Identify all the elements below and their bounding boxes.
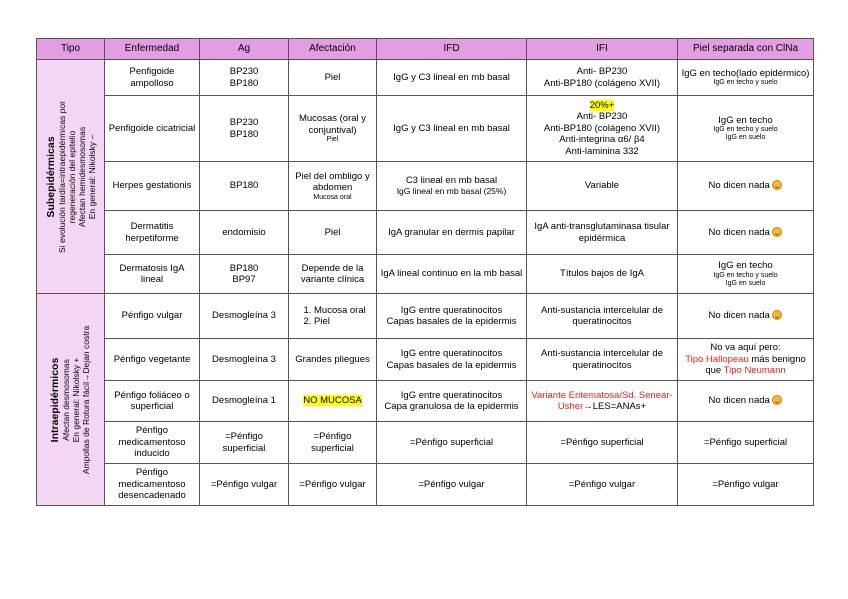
ifi-line: Anti-laminina 332 (565, 145, 639, 157)
header-row (37, 39, 814, 60)
ifi-line: Anti-integrina α6/ β4 (559, 134, 645, 146)
nacl-main: No dicen nada (708, 180, 770, 192)
nacl-text: más benigno que (705, 353, 806, 377)
cell-ag: Desmogleína 3 (200, 294, 289, 339)
ifd-line: IgG entre queratinocitos (400, 348, 503, 359)
ag-line: BP97 (232, 274, 256, 285)
group-note: Afectan desmosomas (61, 358, 72, 441)
cell-ag: BP180 (200, 162, 289, 211)
table-row (37, 60, 814, 96)
group-note: En general: Nikolsky – (86, 134, 97, 219)
group-note: En general: Nikolsky + (71, 357, 82, 442)
cell-enfermedad: Herpes gestationis (105, 162, 200, 211)
header-nacl: Piel separada con ClNa (678, 39, 814, 60)
header-ifd: IFD (377, 39, 527, 60)
group-note: Ampollas de Rotura fácil→Dejan costra (81, 325, 92, 474)
cell-ifd: IgG y C3 lineal en mb basal (377, 96, 527, 162)
ifd-line: IgG entre queratinocitos (400, 389, 503, 401)
list-item: 2. Piel (314, 316, 373, 328)
smiling-face-icon (772, 395, 782, 405)
nacl-red-text: Tipo Neumann (723, 365, 786, 377)
afectacion-list (292, 305, 373, 328)
cell-enfermedad: Pénfigo vegetante (105, 339, 200, 381)
list-item: 1. Mucosa oral (314, 305, 373, 317)
smiling-face-icon (772, 180, 782, 190)
cell-enfermedad: Pénfigo foliáceo o superficial (105, 381, 200, 422)
ifd-line: C3 lineal en mb basal (405, 174, 498, 186)
cell-afectacion (289, 381, 377, 422)
cell-ag (200, 96, 289, 162)
cell-ag (200, 60, 289, 96)
cell-ifi: Variable (527, 162, 678, 211)
cell-ifd (377, 381, 527, 422)
group-note: Si evolución tardía=intraepidérmicas por (56, 100, 67, 253)
highlight-percentage: 20%+ (589, 99, 615, 111)
nacl-main: No va aquí pero: (710, 342, 781, 354)
group-title: Intraepidérmicos (49, 357, 62, 442)
table-row (37, 211, 814, 255)
nacl-note: IgG en suelo (725, 134, 766, 142)
afectacion-note: Mucosa oral (313, 193, 352, 201)
cell-ifi: Títulos bajos de IgA (527, 255, 678, 294)
cell-nacl (678, 211, 814, 255)
cell-ifi (527, 60, 678, 96)
nacl-note: IgG en techo y suelo (713, 79, 778, 87)
ifi-line: Anti-BP180 (colágeno XVII) (543, 77, 661, 89)
ifd-line: IgG entre queratinocitos (400, 304, 503, 316)
group-subepidermicas (37, 60, 105, 294)
cell-ifi: Anti-sustancia intercelular de queratinocitos (527, 294, 678, 339)
table-row (37, 339, 814, 381)
header-afectacion: Afectación (289, 39, 377, 60)
ag-line: BP180 (229, 77, 259, 89)
group-note: regeneración del epitelio (66, 130, 77, 223)
disease-comparison-table (36, 38, 814, 506)
cell-enfermedad: Dermatosis IgA lineal (105, 255, 200, 294)
cell-enfermedad: Pénfigo vulgar (105, 294, 200, 339)
nacl-note: IgG en techo y suelo (713, 126, 778, 134)
cell-enfermedad: Penfigoide cicatricial (105, 96, 200, 162)
ifi-text: →LES=ANAs+ (583, 401, 647, 412)
cell-afectacion: Depende de la variante clínica (289, 255, 377, 294)
cell-enfermedad: Penfigoide ampolloso (105, 60, 200, 96)
nacl-red-text: Tipo Hallopeau (685, 353, 749, 365)
cell-ifd (377, 294, 527, 339)
ag-line: BP180 (229, 128, 259, 140)
table-row (37, 381, 814, 422)
cell-ag: Desmogleína 1 (200, 381, 289, 422)
cell-nacl (678, 96, 814, 162)
cell-ifd: IgA granular en dermis papilar (377, 211, 527, 255)
cell-ifi (527, 381, 678, 422)
ifd-line: Capas basales de la epidermis (386, 359, 517, 371)
cell-enfermedad: Pénfigo medicamentoso desencadenado (105, 464, 200, 506)
afectacion-text: Mucosas (oral y conjuntival) (298, 113, 367, 136)
cell-ifi (527, 96, 678, 162)
nacl-note: IgG en suelo (725, 279, 766, 287)
cell-nacl (678, 381, 814, 422)
cell-ifi: =Pénfigo superficial (527, 422, 678, 464)
header-ag: Ag (200, 39, 289, 60)
cell-ag: =Pénfigo superficial (200, 422, 289, 464)
nacl-main: IgG en techo(lado epidérmico) (681, 67, 810, 79)
table-row (37, 255, 814, 294)
cell-afectacion: Piel (289, 60, 377, 96)
ag-line: BP230 (229, 117, 259, 128)
cell-afectacion (289, 162, 377, 211)
nacl-note: IgG en techo y suelo (713, 271, 778, 279)
cell-enfermedad: Pénfigo medicamentoso inducido (105, 422, 200, 464)
ifd-line: Capas basales de la epidermis (386, 316, 517, 327)
header-ifi: IFI (527, 39, 678, 60)
cell-afectacion: Piel (289, 211, 377, 255)
ifi-red-text: Variante Eritematosa/Sd. Senear-Usher (531, 389, 673, 412)
cell-nacl (678, 294, 814, 339)
afectacion-text: Piel del ombligo y abdomen (295, 170, 370, 193)
nacl-main: IgG en techo (718, 114, 773, 126)
group-intraepidermicos (37, 294, 105, 506)
ag-line: BP230 (229, 66, 259, 77)
table-row (37, 162, 814, 211)
header-enfermedad: Enfermedad (105, 39, 200, 60)
ag-line: BP180 (229, 262, 259, 274)
cell-ag (200, 255, 289, 294)
cell-nacl (678, 255, 814, 294)
ifd-line: Capa granulosa de la epidermis (384, 401, 519, 412)
cell-afectacion: =Pénfigo superficial (289, 422, 377, 464)
cell-ifd (377, 339, 527, 381)
ifi-line: Anti- BP230 (576, 66, 628, 77)
cell-ag: =Pénfigo vulgar (200, 464, 289, 506)
group-note: Afectan hemidesmosomas (76, 126, 87, 227)
ifi-line: Anti-BP180 (colágeno XVII) (543, 122, 661, 134)
smiling-face-icon (772, 310, 782, 320)
nacl-main: No dicen nada (708, 395, 770, 407)
cell-ifi: Anti-sustancia intercelular de queratinocitos (527, 339, 678, 381)
nacl-main: IgG en techo (718, 260, 773, 272)
cell-nacl: =Pénfigo superficial (678, 422, 814, 464)
header-tipo: Tipo (37, 39, 105, 60)
afectacion-note: Piel (326, 136, 339, 143)
cell-nacl (678, 162, 814, 211)
nacl-main: No dicen nada (708, 226, 770, 238)
cell-nacl: =Pénfigo vulgar (678, 464, 814, 506)
cell-ifd: =Pénfigo vulgar (377, 464, 527, 506)
cell-ag: Desmogleína 3 (200, 339, 289, 381)
cell-ifi: =Pénfigo vulgar (527, 464, 678, 506)
ifd-line: IgG lineal en mb basal (25%) (396, 186, 507, 196)
table-row (37, 294, 814, 339)
cell-ifd: IgA lineal continuo en la mb basal (377, 255, 527, 294)
cell-nacl (678, 60, 814, 96)
highlight-no-mucosa: NO MUCOSA (303, 395, 362, 407)
table-row (37, 464, 814, 506)
cell-afectacion (289, 96, 377, 162)
group-title: Subepidérmicas (44, 135, 57, 218)
cell-ifi: IgA anti-transglutaminasa tisular epidérmica (527, 211, 678, 255)
nacl-main: No dicen nada (708, 310, 770, 322)
cell-afectacion: Grandes pliegues (289, 339, 377, 381)
smiling-face-icon (772, 227, 782, 237)
ifi-line: Anti- BP230 (576, 111, 628, 123)
cell-afectacion: =Pénfigo vulgar (289, 464, 377, 506)
cell-nacl (678, 339, 814, 381)
cell-ifd: IgG y C3 lineal en mb basal (377, 60, 527, 96)
table-row (37, 96, 814, 162)
cell-enfermedad: Dermatitis herpetiforme (105, 211, 200, 255)
table-row (37, 422, 814, 464)
cell-afectacion (289, 294, 377, 339)
cell-ifd: =Pénfigo superficial (377, 422, 527, 464)
cell-ag: endomisio (200, 211, 289, 255)
cell-ifd (377, 162, 527, 211)
